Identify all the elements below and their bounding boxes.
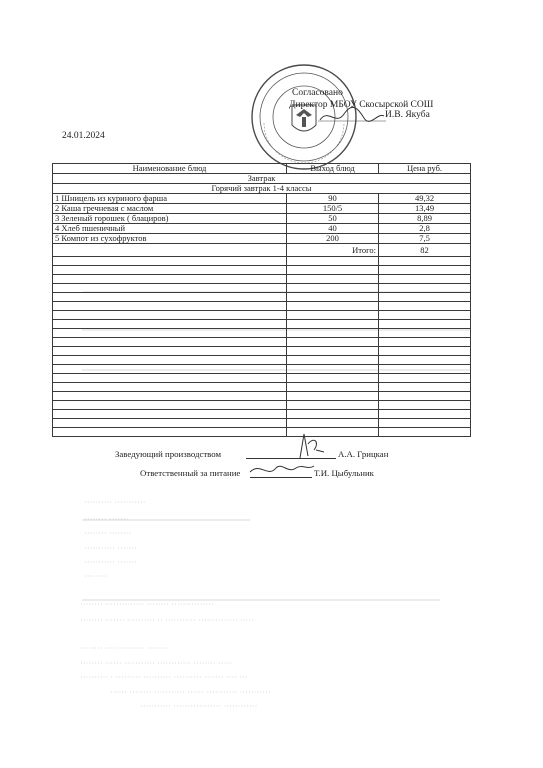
svg-text:··········· ·······: ··········· ······· bbox=[84, 557, 138, 567]
approval-heading: Согласовано bbox=[292, 88, 343, 98]
director-signature bbox=[318, 106, 388, 126]
head-of-production-label: Заведующий производством bbox=[115, 449, 222, 459]
empty-row bbox=[53, 275, 471, 284]
svg-text:·········· ···········: ·········· ··········· bbox=[84, 497, 146, 507]
svg-text:········ ·············· ······: ········ ·············· ········ bbox=[80, 643, 170, 653]
svg-text:······ ········ ··········· ··: ······ ········ ··········· ······ ··········· ··········· bbox=[110, 687, 271, 697]
column-header-name: Наименование блюд bbox=[53, 164, 287, 174]
responsible-signature bbox=[246, 458, 316, 482]
dish-name: 4 Хлеб пшеничный bbox=[53, 224, 287, 234]
table-row bbox=[53, 204, 471, 214]
svg-text:·········· · ········· ·······: ·········· · ········· ·········· ·········· ······· ···· ··· bbox=[80, 672, 248, 682]
column-header-price: Цена руб. bbox=[379, 164, 471, 174]
dish-price: 49,32 bbox=[379, 194, 471, 204]
empty-row bbox=[53, 401, 471, 410]
dish-price: 8,89 bbox=[379, 214, 471, 224]
empty-row bbox=[53, 428, 471, 437]
table-header-row bbox=[53, 164, 471, 174]
dish-yield: 90 bbox=[287, 194, 379, 204]
dish-name: 1 Шницель из куриного фарша bbox=[53, 194, 287, 204]
svg-text:········: ········ bbox=[84, 571, 107, 581]
dish-yield: 40 bbox=[287, 224, 379, 234]
total-label: Итого: bbox=[287, 244, 379, 257]
table-row bbox=[53, 224, 471, 234]
director-name: И.В. Якуба bbox=[385, 110, 430, 120]
empty-row bbox=[53, 365, 471, 374]
empty-row bbox=[53, 293, 471, 302]
menu-table bbox=[52, 163, 471, 437]
empty-row bbox=[53, 419, 471, 428]
dish-yield: 50 bbox=[287, 214, 379, 224]
menu-date: 24.01.2024 bbox=[62, 131, 105, 141]
director-title: Директор МБОУ Скосырской СОШ bbox=[289, 100, 434, 110]
svg-text:··········· ·······: ··········· ······· bbox=[84, 543, 138, 553]
section-title: Горячий завтрак 1-4 классы bbox=[53, 184, 471, 194]
dish-yield: 150/5 bbox=[287, 204, 379, 214]
empty-row bbox=[53, 410, 471, 419]
empty-row bbox=[53, 356, 471, 365]
responsible-label: Ответственный за питание bbox=[140, 468, 241, 478]
empty-row bbox=[53, 266, 471, 275]
dish-name: 2 Каша гречневая с маслом bbox=[53, 204, 287, 214]
svg-text:········ ········: ········ ········ bbox=[84, 528, 132, 538]
empty-row bbox=[53, 347, 471, 356]
dish-name: 3 Зеленый горошек ( блациров) bbox=[53, 214, 287, 224]
empty-row bbox=[53, 374, 471, 383]
head-of-production-name: А.А. Грицкан bbox=[338, 449, 389, 459]
table-row bbox=[53, 214, 471, 224]
empty-row bbox=[53, 392, 471, 401]
empty-row bbox=[53, 338, 471, 347]
dish-price: 7,5 bbox=[379, 234, 471, 244]
svg-text:········ ······ ··········· ··: ········ ······ ··········· ············ ········ ····· bbox=[80, 658, 233, 668]
svg-text:··········· ·················: ··········· ················· ············ bbox=[140, 701, 258, 711]
empty-row bbox=[53, 329, 471, 338]
empty-row bbox=[53, 257, 471, 266]
responsible-name: Т.И. Цыбульник bbox=[314, 468, 374, 478]
empty-row bbox=[53, 383, 471, 392]
svg-text:········ ·······: ········ ······· bbox=[84, 514, 129, 524]
meal-title: Завтрак bbox=[53, 174, 471, 184]
svg-text:········ ······· ·········· ··: ········ ······· ·········· ·· ··········· ·············· ····· bbox=[80, 615, 255, 625]
dish-price: 13,49 bbox=[379, 204, 471, 214]
table-row bbox=[53, 194, 471, 204]
empty-row bbox=[53, 302, 471, 311]
dish-price: 2,8 bbox=[379, 224, 471, 234]
table-row bbox=[53, 234, 471, 244]
total-value: 82 bbox=[379, 244, 471, 257]
total-row bbox=[53, 244, 471, 257]
empty-row bbox=[53, 320, 471, 329]
column-header-yield: Выход блюд bbox=[287, 164, 379, 174]
svg-text:········ ·············· ······: ········ ·············· ········ ··············· bbox=[80, 599, 214, 609]
empty-row bbox=[53, 311, 471, 320]
dish-yield: 200 bbox=[287, 234, 379, 244]
dish-name: 5 Компот из сухофруктов bbox=[53, 234, 287, 244]
empty-row bbox=[53, 284, 471, 293]
